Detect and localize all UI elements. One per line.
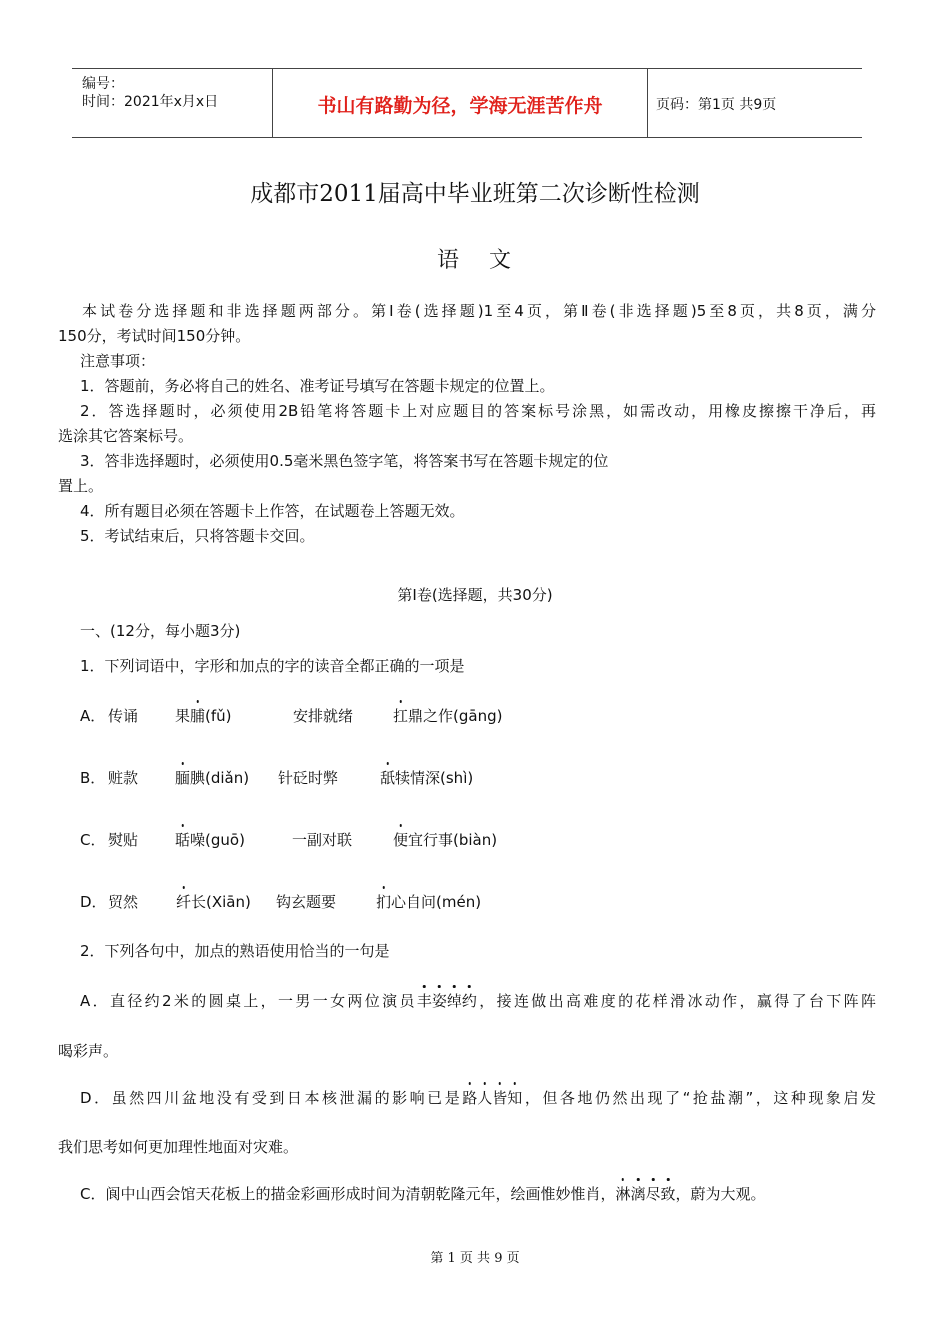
header-page-cell (648, 69, 862, 137)
option-b (80, 767, 474, 788)
intro-line: 本试卷分选择题和非选择题两部分。第Ⅰ卷(选择题)1至4页，第Ⅱ卷(非选择题)5至8页，共8页，满分 (82, 302, 876, 320)
option-word: 贸然 (108, 893, 139, 911)
word-part: 心自问(mén) (391, 893, 482, 911)
header-meta-cell (72, 69, 273, 137)
option-word (175, 705, 232, 726)
document-number-label: 编号： (82, 76, 124, 92)
option-word: 一副对联 (292, 831, 353, 849)
dotted-char: 约 (461, 992, 477, 1010)
option-word (176, 891, 251, 912)
option-label: C． (80, 831, 106, 849)
sentence-part: ，蔚为大观。 (675, 1185, 766, 1203)
dotted-char: 皆 (492, 1089, 508, 1107)
note-item: 1．答题前，务必将自己的姓名、准考证号填写在答题卡规定的位置上。 (80, 377, 555, 395)
dotted-char: 腼 (175, 769, 191, 787)
header-table (72, 68, 862, 138)
dotted-char: 绰 (446, 992, 462, 1010)
question-stem: 2．下列各句中，加点的熟语使用恰当的一句是 (80, 942, 390, 960)
option-c (80, 829, 498, 850)
dotted-char: 扪 (376, 893, 392, 911)
word-part: 腆(diǎn) (190, 769, 250, 787)
word-part: (fǔ) (205, 707, 232, 725)
dotted-char: 扛 (393, 707, 409, 725)
dotted-char: 丰 (416, 992, 432, 1010)
notes-heading: 注意事项： (80, 352, 156, 370)
word-part: 噪(guō) (190, 831, 245, 849)
word-part: 犊情深(shì) (395, 769, 474, 787)
dotted-char: 脯 (190, 707, 206, 725)
q2-option-a-cont: 喝彩声。 (58, 1042, 119, 1060)
q2-option-d (80, 1087, 876, 1108)
intro-line: 150分，考试时间150分钟。 (58, 327, 251, 345)
dotted-char: 路 (462, 1089, 478, 1107)
option-word: 赃款 (108, 769, 139, 787)
word-part: 鼎之作(gāng) (408, 707, 503, 725)
dotted-char: 致 (660, 1185, 676, 1203)
option-word (393, 705, 502, 726)
option-d (80, 891, 482, 912)
dotted-char: 便 (393, 831, 409, 849)
note-item: 4．所有题目必须在答题卡上作答，在试题卷上答题无效。 (80, 502, 465, 520)
word-part: 长(Xiān) (191, 893, 251, 911)
exam-title: 成都市2011届高中毕业班第二次诊断性检测 (250, 181, 700, 207)
section-title: 第Ⅰ卷(选择题，共30分) (397, 586, 553, 604)
sentence-part: A．直径约2米的圆桌上，一男一女两位演员 (80, 992, 417, 1010)
subject-title (0, 243, 950, 274)
dotted-char: 姿 (431, 992, 447, 1010)
option-label: D． (80, 893, 107, 911)
note-item: 3．答非选择题时，必须使用0.5毫米黑色签字笔，将答案书写在答题卡规定的位 (80, 452, 609, 470)
note-item: 选涂其它答案标号。 (58, 427, 194, 445)
sentence-part: C．阆中山西会馆天花板上的描金彩画形成时间为清朝乾隆元年，绘画惟妙惟肖， (80, 1185, 616, 1203)
option-word (376, 891, 481, 912)
motto: 书山有路勤为径，学海无涯苦作舟 (317, 95, 603, 117)
option-word (175, 829, 245, 850)
dotted-char: 漓 (630, 1185, 646, 1203)
sentence-part: ，接连做出高难度的花样滑冰动作，赢得了台下阵阵 (476, 992, 876, 1010)
dotted-char: 知 (507, 1089, 523, 1107)
note-item: 置上。 (58, 477, 104, 495)
dotted-char: 纤 (176, 893, 192, 911)
option-a (80, 705, 503, 726)
subject-char: 语 (436, 248, 461, 273)
option-word (393, 829, 497, 850)
option-label: B． (80, 769, 106, 787)
dotted-char: 尽 (645, 1185, 661, 1203)
part-heading: 一、(12分，每小题3分) (80, 622, 241, 640)
option-word: 熨贴 (108, 831, 139, 849)
option-word: 安排就绪 (293, 707, 354, 725)
question-stem: 1．下列词语中，字形和加点的字的读音全都正确的一项是 (80, 657, 465, 675)
note-item: 5．考试结束后，只将答题卡交回。 (80, 527, 315, 545)
option-label: A． (80, 707, 106, 725)
page-footer: 第 1 页 共 9 页 (430, 1251, 520, 1266)
page-info: 页码：第1页 共9页 (656, 97, 777, 113)
header-motto-cell (273, 69, 648, 137)
q2-option-d-cont: 我们思考如何更加理性地面对灾难。 (58, 1138, 299, 1156)
subject-char: 文 (489, 248, 514, 273)
dotted-char: 人 (477, 1089, 493, 1107)
document-time-label: 时间：2021年x月x日 (82, 94, 219, 110)
q2-option-c (80, 1183, 766, 1204)
word-part: 宜行事(biàn) (408, 831, 498, 849)
dotted-char: 淋 (615, 1185, 631, 1203)
word-part: 果 (175, 707, 191, 725)
option-word (380, 767, 473, 788)
dotted-char: 舐 (380, 769, 396, 787)
dotted-char: 聒 (175, 831, 191, 849)
sentence-part: D．虽然四川盆地没有受到日本核泄漏的影响已是 (80, 1089, 463, 1107)
option-word: 钩玄题要 (276, 893, 337, 911)
option-word: 传诵 (108, 707, 139, 725)
q2-option-a (80, 990, 876, 1011)
option-word (175, 767, 249, 788)
sentence-part: ，但各地仍然出现了“抢盐潮”，这种现象启发 (522, 1089, 876, 1107)
option-word: 针砭时弊 (278, 769, 339, 787)
note-item: 2．答选择题时，必须使用2B铅笔将答题卡上对应题目的答案标号涂黑，如需改动，用橡皮擦擦干净后，再 (80, 402, 876, 420)
